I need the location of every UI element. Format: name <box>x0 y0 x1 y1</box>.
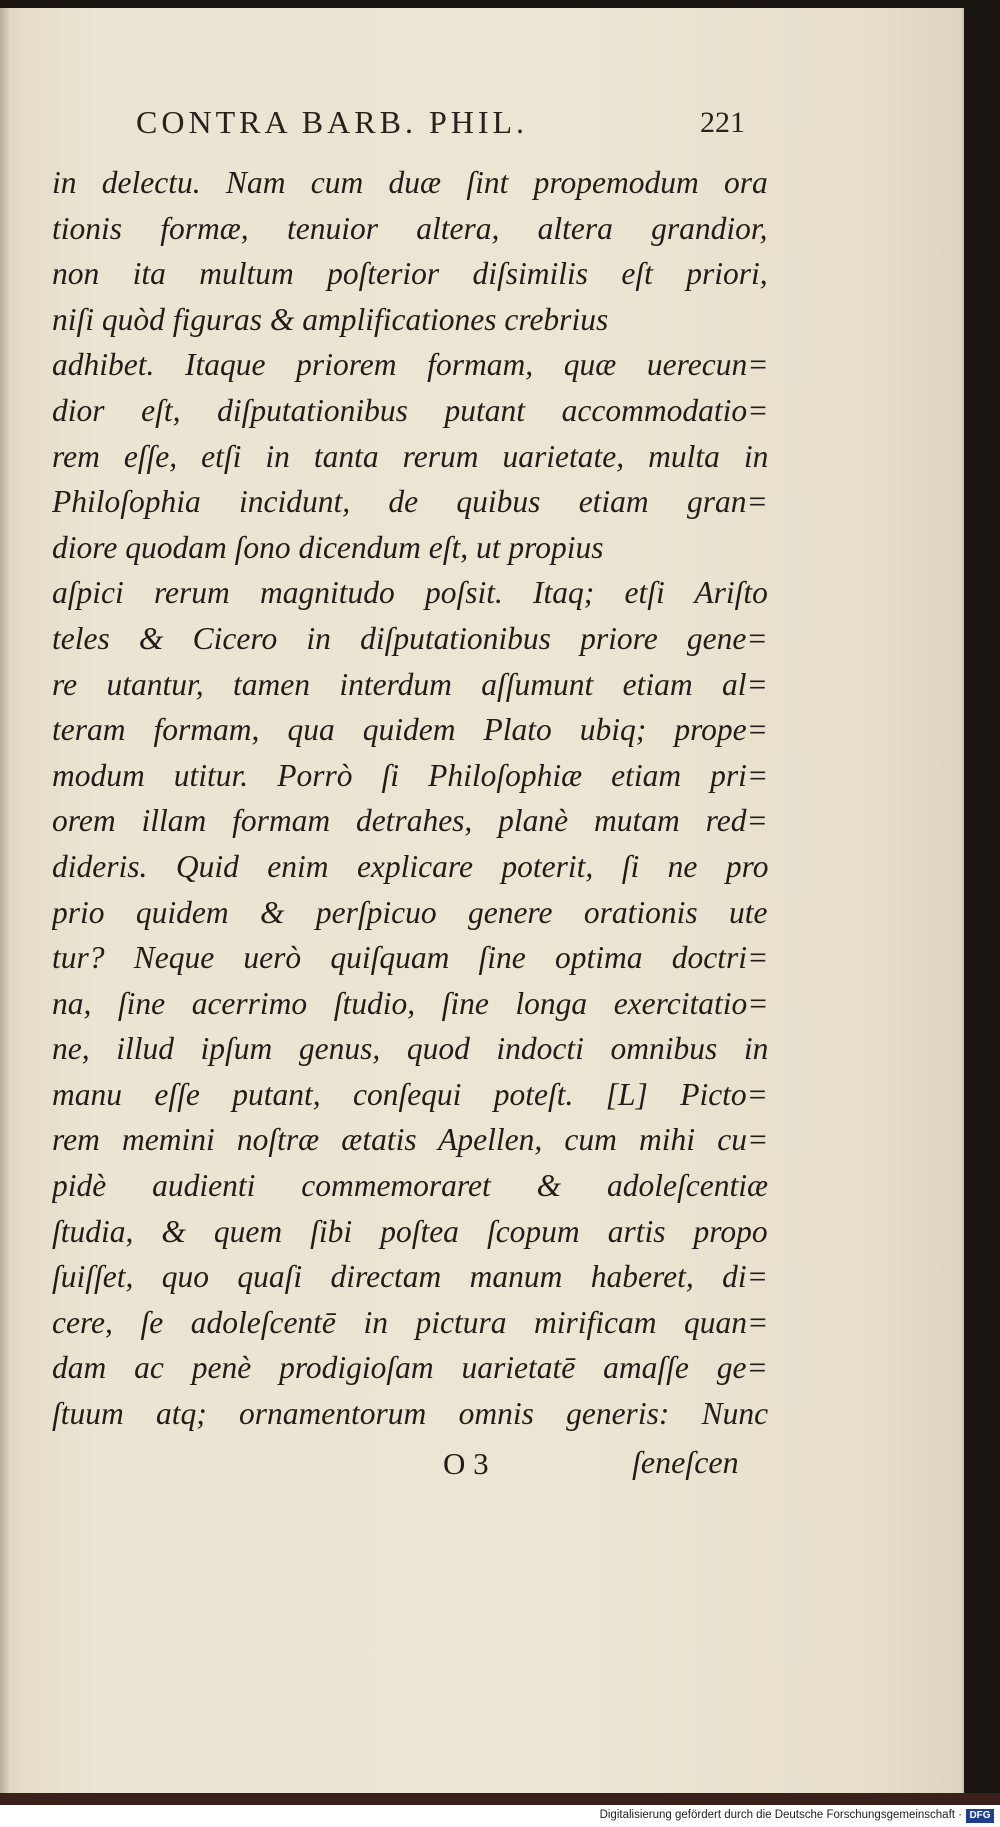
text-line: tionis formæ, tenuior altera, altera grandior, <box>52 210 768 246</box>
dfg-logo: DFG <box>966 1809 994 1823</box>
text-line: cere, ſe adoleſcentē in pictura mirificam quan= <box>52 1304 768 1340</box>
text-line: in delectu. Nam cum duæ ſint propemodum ora <box>52 165 768 200</box>
catchword: ſeneſcen <box>632 1444 739 1480</box>
text-line: tur? Neque uerò quiſquam ſine optima doctri= <box>52 940 768 976</box>
text-line: niſi quòd figuras & amplificationes crebrius <box>52 301 609 337</box>
text-line: pidè audienti commemoraret & adoleſcentiæ <box>52 1168 768 1204</box>
text-line: teram formam, qua quidem Plato ubiq; prope= <box>52 712 768 748</box>
text-line: ne, illud ipſum genus, quod indocti omnibus in <box>52 1031 768 1067</box>
text-line: adhibet. Itaque priorem formam, quæ uerecun= <box>52 347 768 383</box>
text-line: ſtudia, & quem ſibi poſtea ſcopum artis propo <box>52 1213 768 1249</box>
text-line: ſtuum atq; ornamentorum omnis generis: Nunc <box>52 1396 768 1432</box>
text-line: na, ſine acerrimo ſtudio, ſine longa exercitatio= <box>52 985 768 1021</box>
book-page <box>0 8 964 1793</box>
text-line: diore quodam ſono dicendum eſt, ut propius <box>52 529 604 565</box>
page-bottom-edge <box>0 1793 1000 1805</box>
credit-text: Digitalisierung gefördert durch die Deutsche Forschungsgemeinschaft · <box>599 1809 962 1821</box>
text-line: orem illam formam detrahes, planè mutam red= <box>52 803 768 839</box>
text-line: rem memini noſtræ ætatis Apellen, cum mihi cu= <box>52 1122 768 1158</box>
text-line: aſpici rerum magnitudo poſsit. Itaq; etſi Ariſto <box>52 575 768 611</box>
page-number: 221 <box>700 106 745 139</box>
text-line: ſuiſſet, quo quaſi directam manum haberet, di= <box>52 1259 768 1295</box>
text-line: rem eſſe, etſi in tanta rerum uarietate, multa in <box>52 438 768 474</box>
text-line: manu eſſe putant, conſequi poteſt. [L] Picto= <box>52 1076 768 1112</box>
text-line: Philoſophia incidunt, de quibus etiam gran= <box>52 484 768 520</box>
signature-mark: O 3 <box>443 1446 489 1481</box>
credit-bar <box>0 1805 1000 1827</box>
text-line: non ita multum poſterior diſsimilis eſt priori, <box>52 256 768 292</box>
text-line: teles & Cicero in diſputationibus priore gene= <box>52 620 768 656</box>
text-line: dam ac penè prodigioſam uarietatē amaſſe ge= <box>52 1350 768 1386</box>
text-block <box>52 160 768 1437</box>
text-line: dideris. Quid enim explicare poterit, ſi ne pro <box>52 848 768 884</box>
running-head: CONTRA BARB. PHIL. <box>136 104 529 140</box>
text-line: re utantur, tamen interdum aſſumunt etiam al= <box>52 666 768 702</box>
text-line: modum utitur. Porrò ſi Philoſophiæ etiam pri= <box>52 757 768 793</box>
text-line: prio quidem & perſpicuo genere orationis ute <box>52 894 768 930</box>
text-line: dior eſt, diſputationibus putant accommodatio= <box>52 392 768 428</box>
